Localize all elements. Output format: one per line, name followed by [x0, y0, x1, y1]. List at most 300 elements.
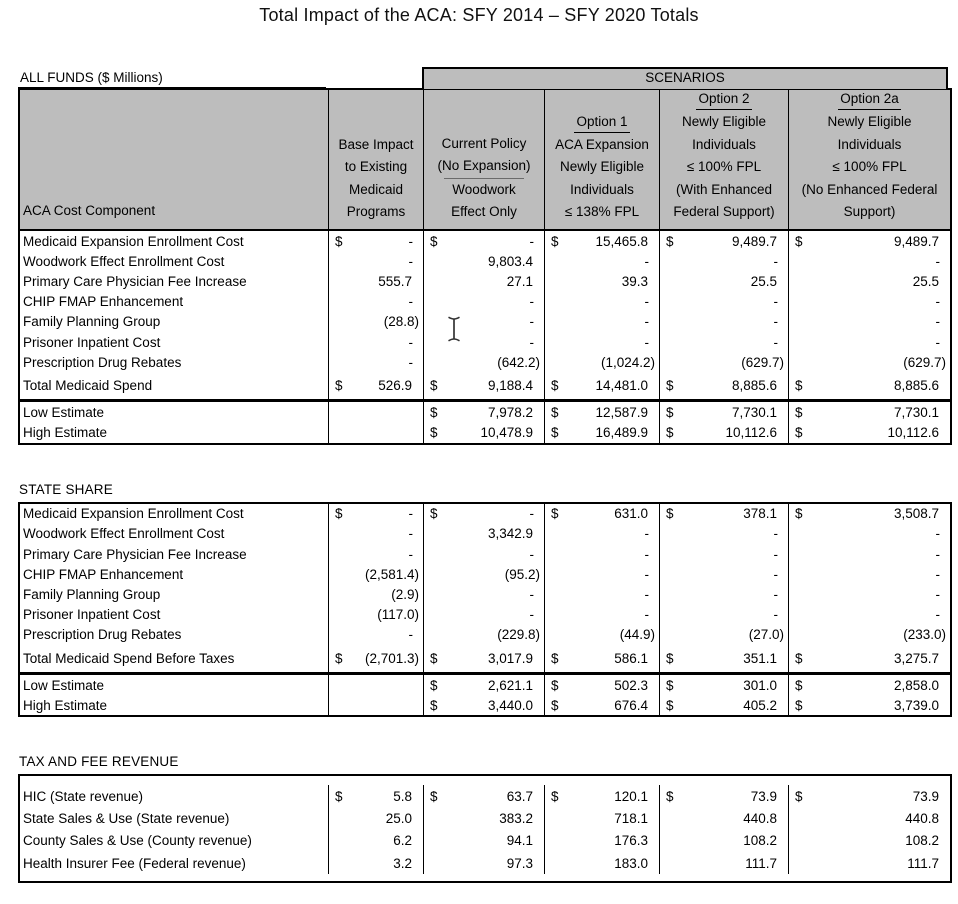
cell-value: -	[773, 607, 778, 623]
header-aca-cost-component: ACA Cost Component	[20, 90, 329, 229]
cell-value: 10,112.6	[725, 425, 777, 441]
cell-value: (44.9)	[619, 627, 655, 643]
cell-value: -	[644, 587, 649, 603]
cell-value: -	[408, 546, 413, 562]
currency-symbol: $	[430, 697, 438, 713]
cell-value: 63.7	[506, 788, 533, 804]
value-cell	[329, 292, 424, 312]
cell-value: 7,730.1	[893, 404, 939, 420]
header-line: Individuals	[692, 136, 756, 152]
cell-value: -	[644, 566, 649, 582]
currency-symbol: $	[430, 378, 438, 394]
all-funds-pretable	[18, 66, 952, 88]
value-cell	[424, 830, 545, 852]
value-cell	[660, 372, 789, 399]
value-cell	[660, 830, 789, 852]
value-cell	[545, 251, 660, 271]
header-line: Current Policy	[441, 135, 527, 151]
cell-value: 14,481.0	[595, 378, 648, 394]
cell-value: (2,701.3)	[364, 651, 419, 666]
value-cell	[660, 808, 789, 830]
cell-value: (2,581.4)	[364, 566, 419, 582]
currency-symbol: $	[551, 677, 559, 693]
cell-value: -	[644, 526, 649, 542]
currency-symbol: $	[795, 651, 803, 666]
value-cell	[329, 625, 424, 645]
cell-value: -	[408, 526, 413, 542]
table-row	[20, 524, 950, 544]
cell-value: -	[773, 294, 778, 310]
value-cell	[789, 524, 950, 544]
header-line: ≤ 100% FPL	[686, 159, 762, 175]
value-cell	[424, 332, 545, 352]
value-cell	[789, 695, 950, 715]
cell-value: -	[408, 334, 413, 350]
currency-symbol: $	[795, 697, 803, 713]
value-cell	[545, 423, 660, 443]
cell-value: 12,587.9	[595, 404, 648, 420]
currency-symbol: $	[430, 788, 438, 804]
cell-value: -	[529, 607, 534, 623]
row-label: Health Insurer Fee (Federal revenue)	[20, 852, 329, 874]
table-row	[20, 332, 950, 352]
header-line: Medicaid	[348, 181, 404, 197]
header-line: Programs	[346, 204, 406, 220]
table-row	[20, 504, 950, 524]
value-cell	[545, 352, 660, 372]
currency-symbol: $	[551, 651, 559, 666]
section-label-state-share: STATE SHARE	[19, 481, 113, 497]
value-cell	[329, 352, 424, 372]
row-label: HIC (State revenue)	[20, 785, 329, 807]
cell-value: 10,112.6	[887, 425, 939, 441]
value-cell	[545, 785, 660, 807]
value-cell	[545, 695, 660, 715]
currency-symbol: $	[551, 697, 559, 713]
currency-symbol: $	[551, 378, 559, 394]
value-cell	[660, 852, 789, 874]
row-label: State Sales & Use (State revenue)	[20, 808, 329, 830]
cell-value: -	[773, 566, 778, 582]
value-cell	[424, 231, 545, 251]
cell-value: 440.8	[905, 811, 939, 827]
value-cell	[329, 605, 424, 625]
cell-value: -	[935, 294, 940, 310]
currency-symbol: $	[795, 404, 803, 420]
cell-value: 39.3	[621, 273, 648, 289]
cell-value: 351.1	[743, 651, 777, 666]
value-cell	[545, 372, 660, 399]
value-cell	[789, 584, 950, 604]
cell-value: -	[773, 314, 778, 330]
cell-value: -	[935, 314, 940, 330]
table-row	[20, 675, 950, 695]
currency-symbol: $	[430, 404, 438, 420]
table-row	[20, 231, 950, 251]
cell-value: 9,489.7	[893, 233, 939, 249]
cell-value: -	[935, 253, 940, 269]
cell-value: -	[529, 314, 534, 330]
value-cell	[545, 625, 660, 645]
cell-value: (642.2)	[497, 354, 540, 370]
row-label: Primary Care Physician Fee Increase	[20, 544, 329, 564]
cell-value: 3,739.0	[893, 697, 939, 713]
value-cell	[660, 625, 789, 645]
currency-symbol: $	[666, 677, 674, 693]
row-label: Total Medicaid Spend Before Taxes	[20, 645, 329, 672]
table-row	[20, 785, 950, 807]
row-label: Total Medicaid Spend	[20, 372, 329, 399]
table-row	[20, 372, 950, 399]
currency-symbol: $	[666, 425, 674, 441]
text-cursor-icon	[446, 315, 462, 343]
value-cell	[789, 423, 950, 443]
value-cell	[424, 312, 545, 332]
cell-value: 3,342.9	[487, 526, 533, 542]
currency-symbol: $	[335, 788, 343, 804]
value-cell	[660, 402, 789, 422]
currency-symbol: $	[795, 788, 803, 804]
cell-value: 108.2	[905, 833, 939, 849]
value-cell	[660, 231, 789, 251]
cell-value: (2.9)	[391, 587, 419, 603]
cell-value: 97.3	[506, 855, 533, 871]
currency-symbol: $	[666, 233, 674, 249]
cell-value: 9,489.7	[731, 233, 777, 249]
cell-value: 16,489.9	[595, 425, 648, 441]
value-cell	[789, 625, 950, 645]
row-label: Woodwork Effect Enrollment Cost	[20, 524, 329, 544]
table-row	[20, 564, 950, 584]
table-row	[20, 544, 950, 564]
tax-fee-revenue-table	[18, 774, 952, 883]
currency-symbol: $	[430, 651, 438, 666]
row-label: Prisoner Inpatient Cost	[20, 605, 329, 625]
cell-value: -	[529, 546, 534, 562]
section-label-tax-fee-revenue: TAX AND FEE REVENUE	[19, 754, 179, 770]
cell-value: 7,730.1	[731, 404, 777, 420]
cell-value: -	[935, 334, 940, 350]
value-cell	[329, 830, 424, 852]
value-cell	[660, 504, 789, 524]
value-cell	[660, 675, 789, 695]
cell-value: -	[773, 526, 778, 542]
cell-value: 111.7	[907, 855, 939, 871]
value-cell	[545, 231, 660, 251]
currency-symbol: $	[666, 378, 674, 394]
cell-value: (28.8)	[383, 314, 419, 330]
row-label: Medicaid Expansion Enrollment Cost	[20, 231, 329, 251]
cell-value: 111.7	[745, 855, 777, 871]
table-row	[20, 584, 950, 604]
cell-value: (1,024.2)	[600, 354, 655, 370]
value-cell	[789, 808, 950, 830]
value-cell	[424, 625, 545, 645]
cell-value: -	[644, 253, 649, 269]
currency-symbol: $	[551, 788, 559, 804]
table-row	[20, 605, 950, 625]
table-row	[20, 352, 950, 372]
header-line: ≤ 100% FPL	[832, 159, 907, 175]
cell-value: -	[644, 294, 649, 310]
value-cell	[545, 605, 660, 625]
cell-value: -	[408, 233, 413, 249]
table-row	[20, 251, 950, 271]
header-col-5	[660, 90, 789, 229]
value-cell	[329, 675, 424, 695]
row-label: Low Estimate	[20, 675, 329, 695]
cell-value: 2,621.1	[487, 677, 533, 693]
cell-value: 9,803.4	[487, 253, 533, 269]
column-header-row	[20, 90, 950, 231]
value-cell	[660, 785, 789, 807]
value-cell	[789, 504, 950, 524]
cell-value: 25.5	[912, 273, 939, 289]
currency-symbol: $	[430, 506, 438, 522]
value-cell	[789, 564, 950, 584]
value-cell	[789, 372, 950, 399]
cell-value: (233.0)	[903, 627, 946, 643]
value-cell	[424, 808, 545, 830]
currency-symbol: $	[551, 404, 559, 420]
value-cell	[424, 251, 545, 271]
row-label: Prescription Drug Rebates	[20, 625, 329, 645]
row-label: Medicaid Expansion Enrollment Cost	[20, 504, 329, 524]
cell-value: 440.8	[743, 811, 777, 827]
value-cell	[329, 808, 424, 830]
value-cell	[545, 271, 660, 291]
table-row	[20, 625, 950, 645]
cell-value: -	[644, 314, 649, 330]
currency-symbol: $	[666, 788, 674, 804]
cell-value: -	[529, 334, 534, 350]
value-cell	[424, 372, 545, 399]
row-label: High Estimate	[20, 423, 329, 443]
value-cell	[424, 584, 545, 604]
header-line: ACA Expansion	[555, 136, 649, 152]
cell-value: -	[408, 253, 413, 269]
value-cell	[424, 852, 545, 874]
value-cell	[424, 524, 545, 544]
currency-symbol: $	[551, 506, 559, 522]
header-line: Option 2	[696, 88, 751, 111]
cell-value: 5.8	[393, 788, 412, 804]
value-cell	[545, 564, 660, 584]
cell-value: 718.1	[614, 811, 648, 827]
currency-symbol: $	[551, 425, 559, 441]
cell-value: -	[935, 546, 940, 562]
value-cell	[329, 544, 424, 564]
header-line: Support)	[843, 204, 896, 220]
cell-value: 15,465.8	[595, 233, 648, 249]
cell-value: -	[935, 587, 940, 603]
value-cell	[424, 695, 545, 715]
value-cell	[660, 564, 789, 584]
value-cell	[329, 332, 424, 352]
tables-area	[18, 66, 952, 883]
cell-value: (629.7)	[903, 354, 946, 370]
cell-value: 9,188.4	[487, 378, 533, 394]
value-cell	[545, 584, 660, 604]
cell-value: (95.2)	[504, 566, 540, 582]
currency-symbol: $	[795, 378, 803, 394]
header-col-4	[545, 90, 660, 229]
value-cell	[789, 544, 950, 564]
cell-value: -	[773, 334, 778, 350]
all-funds-table	[18, 88, 952, 400]
value-cell	[660, 251, 789, 271]
value-cell	[660, 695, 789, 715]
cell-value: (629.7)	[741, 354, 784, 370]
cell-value: 631.0	[614, 506, 648, 522]
value-cell	[329, 645, 424, 672]
state-share-table	[18, 502, 952, 673]
table-row	[20, 402, 950, 422]
value-cell	[545, 852, 660, 874]
header-line: Woodwork	[444, 178, 524, 202]
row-label: Primary Care Physician Fee Increase	[20, 271, 329, 291]
value-cell	[424, 564, 545, 584]
row-label: Family Planning Group	[20, 584, 329, 604]
value-cell	[660, 292, 789, 312]
value-cell	[660, 271, 789, 291]
currency-symbol: $	[335, 233, 343, 249]
currency-symbol: $	[666, 404, 674, 420]
value-cell	[329, 852, 424, 874]
cell-value: -	[408, 627, 413, 643]
row-label: Prescription Drug Rebates	[20, 352, 329, 372]
row-label: Low Estimate	[20, 402, 329, 422]
cell-value: 3,275.7	[893, 651, 939, 666]
value-cell	[424, 423, 545, 443]
all-funds-estimates	[20, 402, 950, 442]
value-cell	[329, 312, 424, 332]
value-cell	[789, 852, 950, 874]
cell-value: -	[408, 354, 413, 370]
value-cell	[545, 312, 660, 332]
currency-symbol: $	[666, 506, 674, 522]
table-row	[20, 695, 950, 715]
currency-symbol: $	[335, 378, 343, 394]
cell-value: 3,017.9	[487, 651, 533, 666]
row-label: Woodwork Effect Enrollment Cost	[20, 251, 329, 271]
cell-value: (27.0)	[748, 627, 784, 643]
cell-value: 108.2	[743, 833, 777, 849]
header-col-6	[789, 90, 950, 229]
value-cell	[660, 524, 789, 544]
value-cell	[424, 785, 545, 807]
header-col-3	[424, 90, 545, 229]
value-cell	[789, 830, 950, 852]
value-cell	[329, 271, 424, 291]
table-row	[20, 423, 950, 443]
cell-value: 405.2	[743, 697, 777, 713]
value-cell	[329, 695, 424, 715]
value-cell	[424, 605, 545, 625]
value-cell	[660, 423, 789, 443]
cell-value: 383.2	[499, 811, 533, 827]
value-cell	[545, 675, 660, 695]
cell-value: 25.0	[385, 811, 412, 827]
cell-value: -	[935, 526, 940, 542]
value-cell	[329, 564, 424, 584]
cell-value: 176.3	[614, 833, 648, 849]
cell-value: 73.9	[750, 788, 777, 804]
value-cell	[329, 785, 424, 807]
cell-value: -	[773, 587, 778, 603]
header-line: Individuals	[837, 136, 902, 152]
cell-value: 120.1	[614, 788, 648, 804]
value-cell	[545, 504, 660, 524]
row-label: CHIP FMAP Enhancement	[20, 292, 329, 312]
value-cell	[329, 231, 424, 251]
cell-value: 7,978.2	[487, 404, 533, 420]
section-label-all-funds: ALL FUNDS ($ Millions)	[18, 70, 326, 88]
value-cell	[329, 423, 424, 443]
currency-symbol: $	[430, 677, 438, 693]
value-cell	[545, 808, 660, 830]
currency-symbol: $	[430, 233, 438, 249]
cell-value: -	[773, 253, 778, 269]
cell-value: 3.2	[393, 855, 412, 871]
table-row	[20, 830, 950, 852]
value-cell	[789, 352, 950, 372]
header-line: Newly Eligible	[559, 159, 645, 175]
header-line: (No Expansion)	[437, 158, 531, 174]
cell-value: 8,885.6	[731, 378, 777, 394]
header-line: to Existing	[344, 159, 408, 175]
header-line: Option 2a	[838, 88, 901, 111]
value-cell	[424, 504, 545, 524]
header-line: Option 1	[574, 111, 629, 134]
value-cell	[789, 292, 950, 312]
header-col-2	[329, 90, 424, 229]
cell-value: 10,478.9	[480, 425, 533, 441]
value-cell	[424, 352, 545, 372]
value-cell	[789, 785, 950, 807]
row-label: Family Planning Group	[20, 312, 329, 332]
cell-value: -	[935, 566, 940, 582]
cell-value: -	[408, 294, 413, 310]
header-line: (No Enhanced Federal	[801, 181, 938, 197]
cell-value: 378.1	[743, 506, 777, 522]
header-line: Base Impact	[338, 136, 414, 152]
value-cell	[424, 292, 545, 312]
cell-value: 3,440.0	[487, 697, 533, 713]
cell-value: 586.1	[614, 651, 648, 666]
cell-value: 27.1	[506, 273, 533, 289]
value-cell	[424, 645, 545, 672]
cell-value: -	[529, 294, 534, 310]
currency-symbol: $	[551, 233, 559, 249]
row-label: County Sales & Use (County revenue)	[20, 830, 329, 852]
value-cell	[329, 584, 424, 604]
cell-value: 183.0	[614, 855, 648, 871]
header-line: (With Enhanced	[675, 181, 773, 197]
value-cell	[789, 251, 950, 271]
cell-value: -	[773, 546, 778, 562]
row-label: Prisoner Inpatient Cost	[20, 332, 329, 352]
value-cell	[789, 271, 950, 291]
value-cell	[424, 271, 545, 291]
header-line: Federal Support)	[673, 204, 775, 220]
value-cell	[545, 645, 660, 672]
value-cell	[329, 504, 424, 524]
cell-value: -	[644, 607, 649, 623]
header-line: Effect Only	[451, 204, 517, 220]
header-line: Newly Eligible	[827, 114, 912, 130]
value-cell	[545, 544, 660, 564]
